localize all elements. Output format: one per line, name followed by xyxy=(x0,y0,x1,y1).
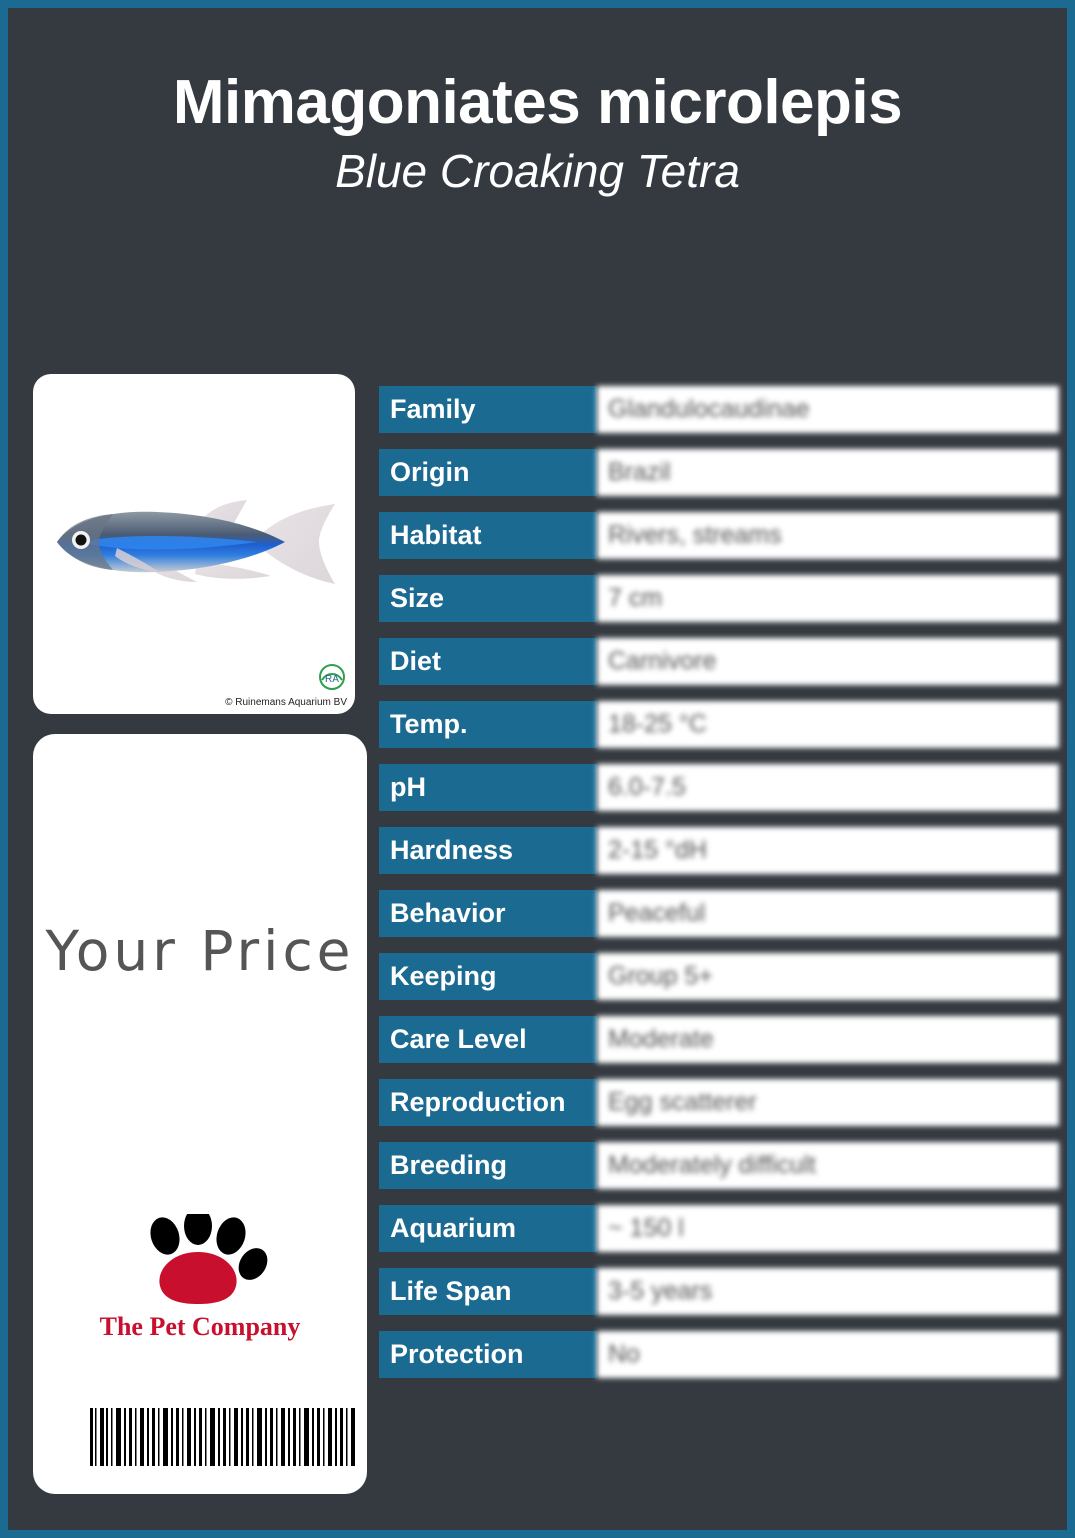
spec-value: Group 5+ xyxy=(597,953,1059,1000)
photo-credit: © Ruinemans Aquarium BV xyxy=(225,697,347,708)
spec-value: 3-5 years xyxy=(597,1268,1059,1315)
table-row xyxy=(379,1205,1059,1252)
price-panel xyxy=(33,734,367,1494)
specification-table xyxy=(379,386,1059,1394)
table-row xyxy=(379,1079,1059,1126)
spec-label: Habitat xyxy=(379,512,597,559)
spec-value: Peaceful xyxy=(597,890,1059,937)
spec-label: Reproduction xyxy=(379,1079,597,1126)
spec-label: Size xyxy=(379,575,597,622)
spec-value: Egg scatterer xyxy=(597,1079,1059,1126)
table-row xyxy=(379,953,1059,1000)
spec-label: Temp. xyxy=(379,701,597,748)
spec-label: Family xyxy=(379,386,597,433)
price-label: Your Price xyxy=(45,919,355,983)
spec-value: 2-15 °dH xyxy=(597,827,1059,874)
fish-photo-panel xyxy=(33,374,355,714)
spec-value: 7 cm xyxy=(597,575,1059,622)
fish-info-card xyxy=(8,8,1067,1530)
table-row xyxy=(379,827,1059,874)
spec-label: Life Span xyxy=(379,1268,597,1315)
table-row xyxy=(379,1268,1059,1315)
spec-label: Behavior xyxy=(379,890,597,937)
spec-label: Keeping xyxy=(379,953,597,1000)
svg-text:RA: RA xyxy=(325,674,339,685)
table-row xyxy=(379,449,1059,496)
spec-label: Aquarium xyxy=(379,1205,597,1252)
table-row xyxy=(379,386,1059,433)
spec-value: 6.0-7.5 xyxy=(597,764,1059,811)
table-row xyxy=(379,890,1059,937)
card-header xyxy=(8,8,1067,198)
spec-value: ~ 150 l xyxy=(597,1205,1059,1252)
spec-label: Protection xyxy=(379,1331,597,1378)
fish-photo xyxy=(33,374,355,714)
table-row xyxy=(379,1016,1059,1063)
spec-label: Diet xyxy=(379,638,597,685)
ruinemans-aquarium-logo-icon xyxy=(317,664,347,690)
table-row xyxy=(379,512,1059,559)
table-row xyxy=(379,1142,1059,1189)
spec-value: Brazil xyxy=(597,449,1059,496)
spec-label: Care Level xyxy=(379,1016,597,1063)
spec-value: Moderately difficult xyxy=(597,1142,1059,1189)
fish-illustration-icon xyxy=(47,484,343,604)
spec-value: Carnivore xyxy=(597,638,1059,685)
spec-value: Moderate xyxy=(597,1016,1059,1063)
page-title: Mimagoniates microlepis xyxy=(172,68,903,137)
spec-value: 18-25 °C xyxy=(597,701,1059,748)
table-row xyxy=(379,575,1059,622)
spec-value: Glandulocaudinae xyxy=(597,386,1059,433)
spec-value: No xyxy=(597,1331,1059,1378)
table-row xyxy=(379,764,1059,811)
barcode xyxy=(88,1408,358,1466)
spec-label: pH xyxy=(379,764,597,811)
subtitle: Blue Croaking Tetra xyxy=(335,145,740,198)
spec-label: Origin xyxy=(379,449,597,496)
spec-label: Breeding xyxy=(379,1142,597,1189)
table-row xyxy=(379,638,1059,685)
brand-block xyxy=(33,1214,367,1342)
spec-label: Hardness xyxy=(379,827,597,874)
brand-name: The Pet Company xyxy=(99,1312,301,1341)
table-row xyxy=(379,701,1059,748)
spec-value: Rivers, streams xyxy=(597,512,1059,559)
table-row xyxy=(379,1331,1059,1378)
paw-print-icon xyxy=(120,1214,280,1306)
